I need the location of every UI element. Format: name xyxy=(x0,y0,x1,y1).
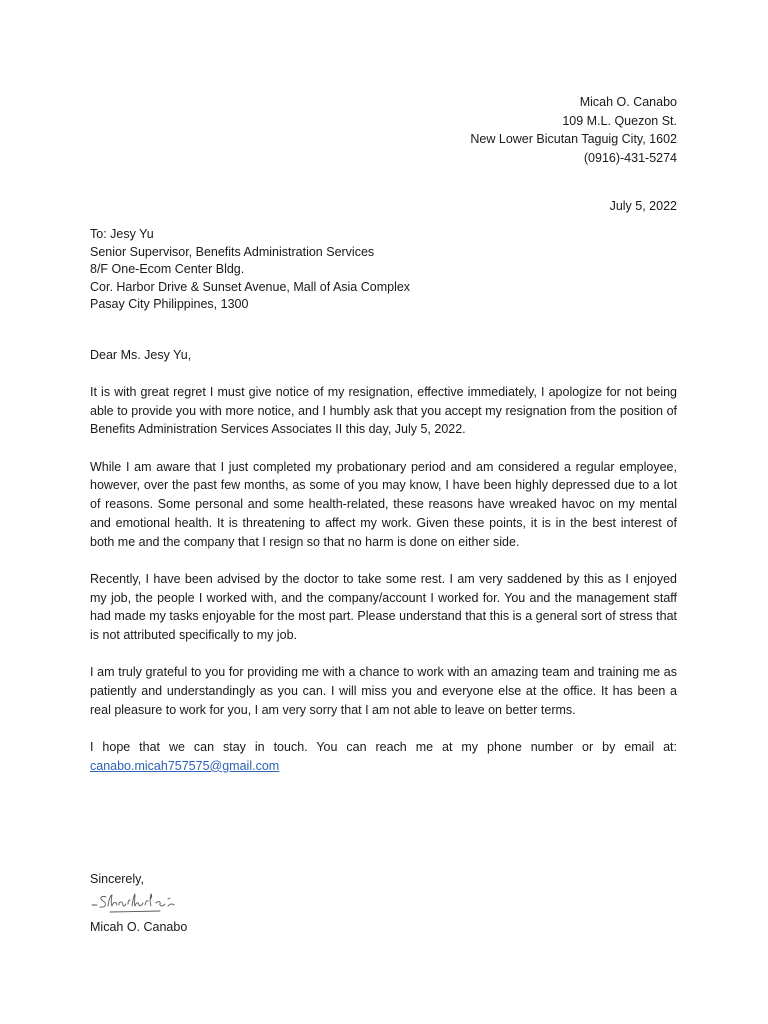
salutation: Dear Ms. Jesy Yu, xyxy=(90,348,192,362)
handwritten-signature xyxy=(90,886,185,918)
sender-phone: (0916)-431-5274 xyxy=(583,150,677,165)
recipient-line-street: Cor. Harbor Drive & Sunset Avenue, Mall of Asia Complex xyxy=(90,279,411,294)
body-paragraph-2: While I am aware that I just completed my probationary period and am considered a regular employee, however, over the past few months, as some of you may know, I have been highly depressed due to a lot of reasons. Some personal and some health-related, these reasons have wreaked havoc on my mental and emotional health. It is threatening to affect my work. Given these points, it is in the best interest of both me and the company that I resign so that no harm is done on either side. xyxy=(90,459,677,549)
signer-name: Micah O. Canabo xyxy=(90,920,188,934)
body-paragraph-5 xyxy=(90,738,677,775)
recipient-line-city: Pasay City Philippines, 1300 xyxy=(90,297,249,312)
recipient-line-building: 8/F One-Ecom Center Bldg. xyxy=(90,262,245,277)
recipient-line-to: To: Jesy Yu xyxy=(90,227,154,241)
body-paragraph-3: Recently, I have been advised by the doctor to take some rest. I am very saddened by this as I enjoyed my job, the people I worked with, and the company/account I worked for. You and the management staff had made my tasks enjoyable for the most part. Please understand that this is a general sort of stress that is not attributed specifically to my job. xyxy=(90,571,677,642)
body-paragraph-4: I am truly grateful to you for providing me with a chance to work with an amazing team and training me as patiently and understandingly as you can. I will miss you and everyone else at the office. It has been a real pleasure to work for you, I am very sorry that I am not able to leave on better terms. xyxy=(90,665,677,717)
sender-city: New Lower Bicutan Taguig City, 1602 xyxy=(470,132,677,147)
sender-name: Micah O. Canabo xyxy=(579,95,677,109)
recipient-address-block xyxy=(90,226,410,314)
letter-date: July 5, 2022 xyxy=(609,199,677,213)
email-link[interactable]: canabo.micah757575@gmail.com xyxy=(90,758,280,773)
letter-body xyxy=(90,383,677,794)
body-paragraph-1: It is with great regret I must give notice of my resignation, effective immediately, I apologize for not being able to provide you with more notice, and I humbly ask that you accept my resignation from the position of Benefits Administration Services Associates II this day, July 5, 2022. xyxy=(90,385,677,437)
sender-street: 109 M.L. Quezon St. xyxy=(562,113,677,128)
contact-text: I hope that we can stay in touch. You can reach me at my phone number or by email at: xyxy=(90,739,677,754)
closing: Sincerely, xyxy=(90,872,144,886)
recipient-line-title: Senior Supervisor, Benefits Administration Services xyxy=(90,244,375,259)
sender-address-block xyxy=(470,93,677,167)
